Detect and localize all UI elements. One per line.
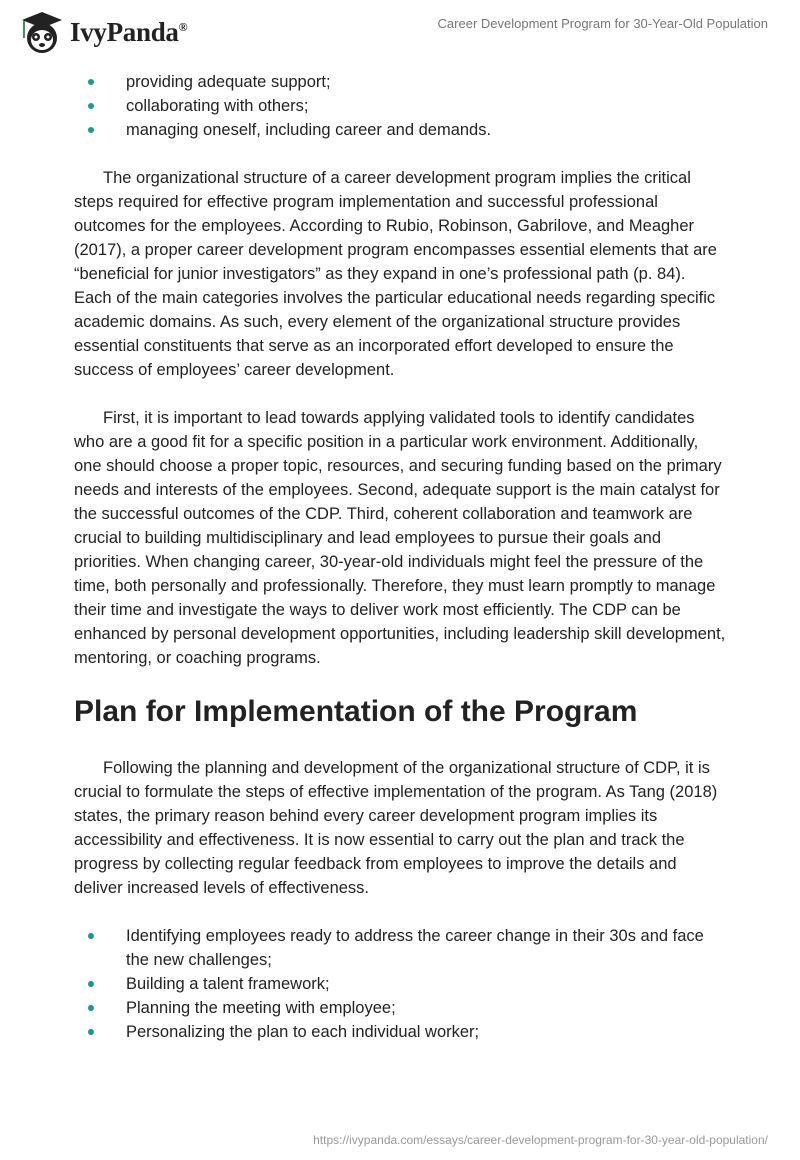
bullet-icon [88, 79, 94, 85]
page-header [0, 0, 800, 60]
list-item: providing adequate support; [74, 70, 726, 94]
bullet-icon [88, 981, 94, 987]
bullet-icon [88, 1029, 94, 1035]
bullet-icon [88, 1005, 94, 1011]
logo[interactable] [16, 8, 187, 56]
list-item: managing oneself, including career and demands. [74, 118, 726, 142]
document-title: Career Development Program for 30-Year-Old Population [437, 16, 768, 31]
list-item: Building a talent framework; [74, 972, 726, 996]
article-body [74, 70, 726, 1044]
source-url[interactable]: https://ivypanda.com/essays/career-development-program-for-30-year-old-population/ [313, 1133, 768, 1147]
bullet-icon [88, 933, 94, 939]
bullet-list-implementation [74, 924, 726, 1044]
list-item: Personalizing the plan to each individual worker; [74, 1020, 726, 1044]
logo-text: IvyPanda® [70, 16, 188, 47]
panda-logo-icon [16, 8, 64, 56]
paragraph: First, it is important to lead towards applying validated tools to identify candidates who are a good fit for a specific position in a particular work environment. Additionally, one should choose a proper topic, resources, and securing funding based on the primary needs and interests of the employees. Second, adequate support is the main catalyst for the successful outcomes of the CDP. Third, coherent collaboration and teamwork are crucial to building multidisciplinary and lead employees to pursue their goals and priorities. When changing career, 30-year-old individuals might feel the pressure of the time, both personally and professionally. Therefore, they must learn promptly to manage their time and investigate the ways to deliver work most efficiently. The CDP can be enhanced by personal development opportunities, including leadership skill development, mentoring, or coaching programs. [74, 409, 726, 667]
list-item: Planning the meeting with employee; [74, 996, 726, 1020]
bullet-icon [88, 127, 94, 133]
list-item: collaborating with others; [74, 94, 726, 118]
list-item: Identifying employees ready to address the career change in their 30s and face the new challenges; [74, 924, 726, 972]
section-heading: Plan for Implementation of the Program [74, 695, 638, 728]
paragraph: Following the planning and development of the organizational structure of CDP, it is crucial to formulate the steps of effective implementation of the program. As Tang (2018) states, the primary reason behind every career development program implies its accessibility and effectiveness. It is now essential to carry out the plan and track the progress by collecting regular feedback from employees to improve the details and deliver increased levels of effectiveness. [74, 759, 718, 897]
bullet-list-top [74, 70, 726, 142]
bullet-icon [88, 103, 94, 109]
paragraph: The organizational structure of a career development program implies the critical steps required for effective program implementation and successful professional outcomes for the employees. According to Rubio, Robinson, Gabrilove, and Meagher (2017), a proper career development program encompasses essential elements that are “beneficial for junior investigators” as they expand in one’s professional path (p. 84). Each of the main categories involves the particular educational needs regarding specific academic domains. As such, every element of the organizational structure provides essential constituents that serve as an incorporated effort developed to ensure the success of employees’ career development. [74, 169, 717, 379]
